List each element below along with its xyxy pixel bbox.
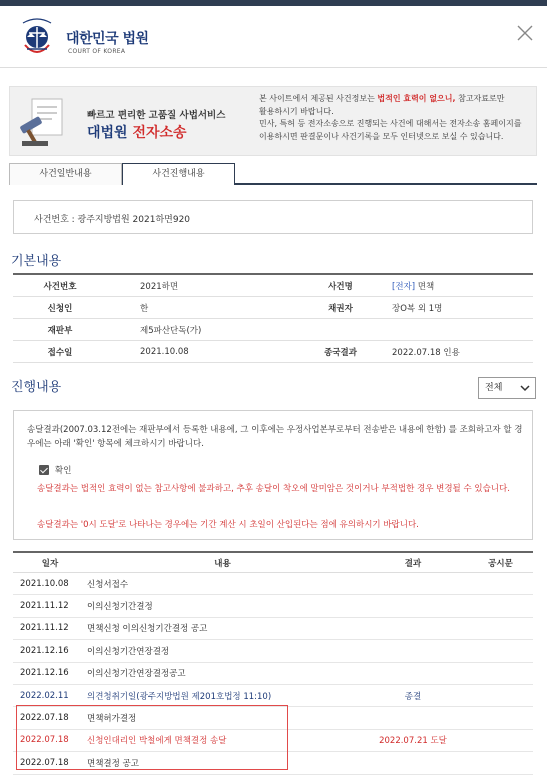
value-applicant: 한 <box>140 303 149 314</box>
banner-notice-line3: 민사, 특허 등 전자소송으로 진행되는 사건에 대해서는 전자소송 홈페이지를 <box>259 119 522 128</box>
table-row <box>13 341 533 363</box>
row-date: 2022.07.18 <box>20 735 69 746</box>
header <box>0 6 547 68</box>
row-date: 2022.02.11 <box>20 690 69 701</box>
delivery-notice-text: 송달결과(2007.03.12전에는 재판부에서 등록한 내용에, 그 이후에는 우정사업본부로부터 전송받은 내용에 한함) 를 조회하고자 할 경우에는 아래 '확인' 항목에 체크하시기 바랍니다. <box>27 425 523 449</box>
row-desc: 신청인대리인 박철에게 면책결정 송달 <box>87 736 227 747</box>
row-desc: 이의신청기간연장결정공고 <box>87 669 186 680</box>
label-division: 재판부 <box>47 325 73 336</box>
red-notice-2: 송달결과는 '0시 도달'로 나타나는 경우에는 기간 계산 시 초일이 산입된다는 점에 유의하시기 바랍니다. <box>37 520 419 530</box>
confirm-checkbox[interactable] <box>39 464 71 476</box>
banner-brand-court: 대법원 <box>87 125 128 141</box>
banner-brand-ecourt: 전자소송 <box>132 125 187 141</box>
row-date: 2021.11.12 <box>20 601 69 612</box>
row-date: 2022.07.18 <box>20 757 69 768</box>
case-name-text: 면책 <box>417 281 435 292</box>
value-receipt-date: 2021.10.08 <box>140 346 189 357</box>
section-title-progress: 진행내용 <box>11 380 62 395</box>
table-row <box>13 618 533 640</box>
notice-text: 참고자료로만 <box>458 94 505 103</box>
value-case-name <box>391 280 533 292</box>
label-case-name: 사건명 <box>328 281 353 292</box>
header-result: 결과 <box>404 558 422 569</box>
highlight-box <box>16 705 288 770</box>
basic-info-table <box>13 273 533 363</box>
case-number-box <box>13 200 533 234</box>
ecourt-banner[interactable] <box>9 86 537 156</box>
filter-value: 전체 <box>485 383 503 393</box>
row-result: 종결 <box>404 691 422 702</box>
tab-bar <box>9 163 537 185</box>
logo-subtitle: COURT OF KOREA <box>68 48 126 55</box>
label-receipt-date: 접수일 <box>47 347 73 358</box>
label-case-number: 사건번호 <box>43 281 77 292</box>
row-date: 2021.10.08 <box>20 578 69 589</box>
table-header <box>13 553 533 573</box>
banner-notice <box>259 93 531 143</box>
label-applicant: 신청인 <box>47 303 73 314</box>
tab-case-general[interactable]: 사건일반내용 <box>9 163 122 185</box>
value-final-result: 2022.07.18 인용 <box>392 347 460 358</box>
table-row <box>13 595 533 617</box>
header-date: 일자 <box>41 558 59 569</box>
banner-brand <box>87 122 187 142</box>
notice-text: 본 사이트에서 제공된 사건정보는 <box>259 94 375 103</box>
logo-title[interactable]: 대한민국 법원 <box>66 31 149 47</box>
row-desc: 이의신청기간연장결정 <box>87 646 170 657</box>
red-notice-1: 송달결과는 법적인 효력이 없는 참고사항에 불과하고, 추후 송달이 착오에 말미암은 것이거나 부적법한 경우 변경될 수 있습니다. <box>37 484 510 494</box>
table-row <box>13 685 533 707</box>
banner-notice-line2: 활용하시기 바랍니다. <box>259 106 334 116</box>
header-pub: 공시문 <box>488 558 513 569</box>
checkbox-checked-icon[interactable] <box>39 465 49 475</box>
section-title-basic: 기본내용 <box>11 254 62 269</box>
value-creditor: 장O복 외 1명 <box>392 303 443 314</box>
row-date: 2022.07.18 <box>20 713 69 724</box>
case-number: 사건번호 : 광주지방법원 2021하면920 <box>34 215 191 225</box>
chevron-down-icon <box>520 383 530 393</box>
confirm-label: 확인 <box>55 466 72 476</box>
banner-notice-line1 <box>259 93 531 106</box>
row-result: 2022.07.21 도달 <box>379 736 447 747</box>
label-final-result: 종국결과 <box>324 347 357 358</box>
row-desc: 면책결정 공고 <box>87 758 139 769</box>
row-date: 2021.12.16 <box>20 645 69 656</box>
close-icon[interactable] <box>516 24 534 42</box>
row-desc: 이의신청기간결정 <box>87 602 153 613</box>
table-row <box>13 319 533 341</box>
table-row <box>13 663 533 685</box>
row-desc: 면책신청 이의신청기간결정 공고 <box>87 624 208 635</box>
court-emblem-icon <box>17 15 57 61</box>
row-desc: 면책허가결정 <box>87 714 137 725</box>
delivery-notice-box <box>13 410 533 540</box>
table-row <box>13 275 533 297</box>
row-date: 2021.12.16 <box>20 668 69 679</box>
header-desc: 내용 <box>214 558 231 569</box>
row-desc: 신청서접수 <box>87 579 129 590</box>
gavel-document-icon <box>18 95 68 149</box>
banner-notice-line4: 이용하시면 판결문이나 사건기록을 모두 인터넷으로 보실 수 있습니다. <box>259 131 504 141</box>
value-case-number: 2021하면 <box>140 281 179 292</box>
table-row <box>13 573 533 595</box>
table-row <box>13 640 533 662</box>
banner-tagline: 빠르고 편리한 고품질 사법서비스 <box>87 110 226 121</box>
notice-highlight: 법적인 효력이 없으니, <box>377 94 456 103</box>
label-creditor: 채권자 <box>328 303 353 314</box>
row-desc: 의견청취기일(광주지방법원 제201호법정 11:10) <box>87 691 272 702</box>
value-division: 제5파산단독(가) <box>140 325 202 336</box>
electronic-tag: [전자] <box>392 281 416 292</box>
tab-case-progress[interactable]: 사건진행내용 <box>122 163 235 185</box>
row-date: 2021.11.12 <box>20 623 69 634</box>
filter-select[interactable] <box>478 377 536 399</box>
table-row <box>13 297 533 319</box>
